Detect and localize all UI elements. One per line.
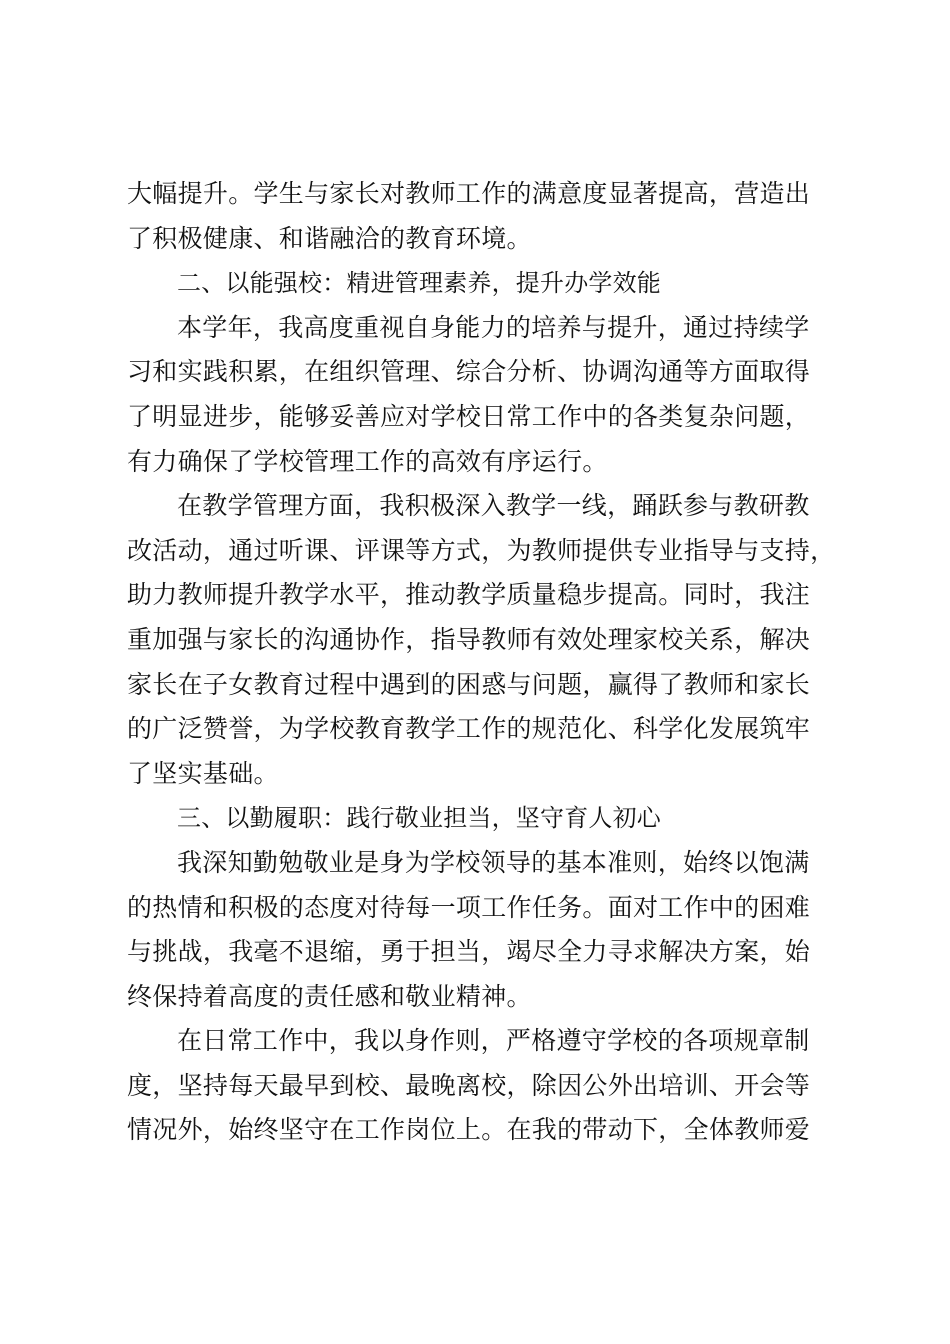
body-text-line: 的广泛赞誉，为学校教育教学工作的规范化、科学化发展筑牢 <box>127 714 811 744</box>
body-text-line: 助力教师提升教学水平，推动教学质量稳步提高。同时，我注 <box>127 580 811 610</box>
body-text-line: 情况外，始终坚守在工作岗位上。在我的带动下，全体教师爱 <box>127 1115 811 1145</box>
body-text-line: 本学年，我高度重视自身能力的培养与提升，通过持续学 <box>177 312 810 342</box>
section-heading: 三、以勤履职：践行敬业担当，坚守育人初心 <box>177 804 661 833</box>
section-heading: 二、以能强校：精进管理素养，提升办学效能 <box>177 269 661 298</box>
body-text-line: 我深知勤勉敬业是身为学校领导的基本准则，始终以饱满 <box>177 847 810 877</box>
body-text-line: 改活动，通过听课、评课等方式，为教师提供专业指导与支持， <box>127 535 836 565</box>
body-text-line: 家长在子女教育过程中遇到的困惑与问题，赢得了教师和家长 <box>127 669 811 699</box>
body-text-line: 度，坚持每天最早到校、最晚离校，除因公外出培训、开会等 <box>127 1070 811 1100</box>
document-page <box>127 172 835 1153</box>
body-text-line: 了坚实基础。 <box>127 758 279 788</box>
body-text-line: 在教学管理方面，我积极深入教学一线，踊跃参与教研教 <box>177 491 810 521</box>
body-text-line: 了明显进步，能够妥善应对学校日常工作中的各类复杂问题， <box>127 401 811 431</box>
body-text-line: 大幅提升。学生与家长对教师工作的满意度显著提高，营造出 <box>127 179 811 208</box>
body-text-line: 在日常工作中，我以身作则，严格遵守学校的各项规章制 <box>177 1026 810 1056</box>
body-text-line: 习和实践积累，在组织管理、综合分析、协调沟通等方面取得 <box>127 357 811 387</box>
body-text-line: 终保持着高度的责任感和敬业精神。 <box>127 981 532 1011</box>
body-text-line: 与挑战，我毫不退缩，勇于担当，竭尽全力寻求解决方案，始 <box>127 937 811 967</box>
body-text-line: 有力确保了学校管理工作的高效有序运行。 <box>127 446 608 476</box>
body-text-line: 重加强与家长的沟通协作，指导教师有效处理家校关系，解决 <box>127 624 811 654</box>
body-text-line: 了积极健康、和谐融洽的教育环境。 <box>127 223 532 253</box>
body-text-line: 的热情和积极的态度对待每一项工作任务。面对工作中的困难 <box>127 892 811 922</box>
